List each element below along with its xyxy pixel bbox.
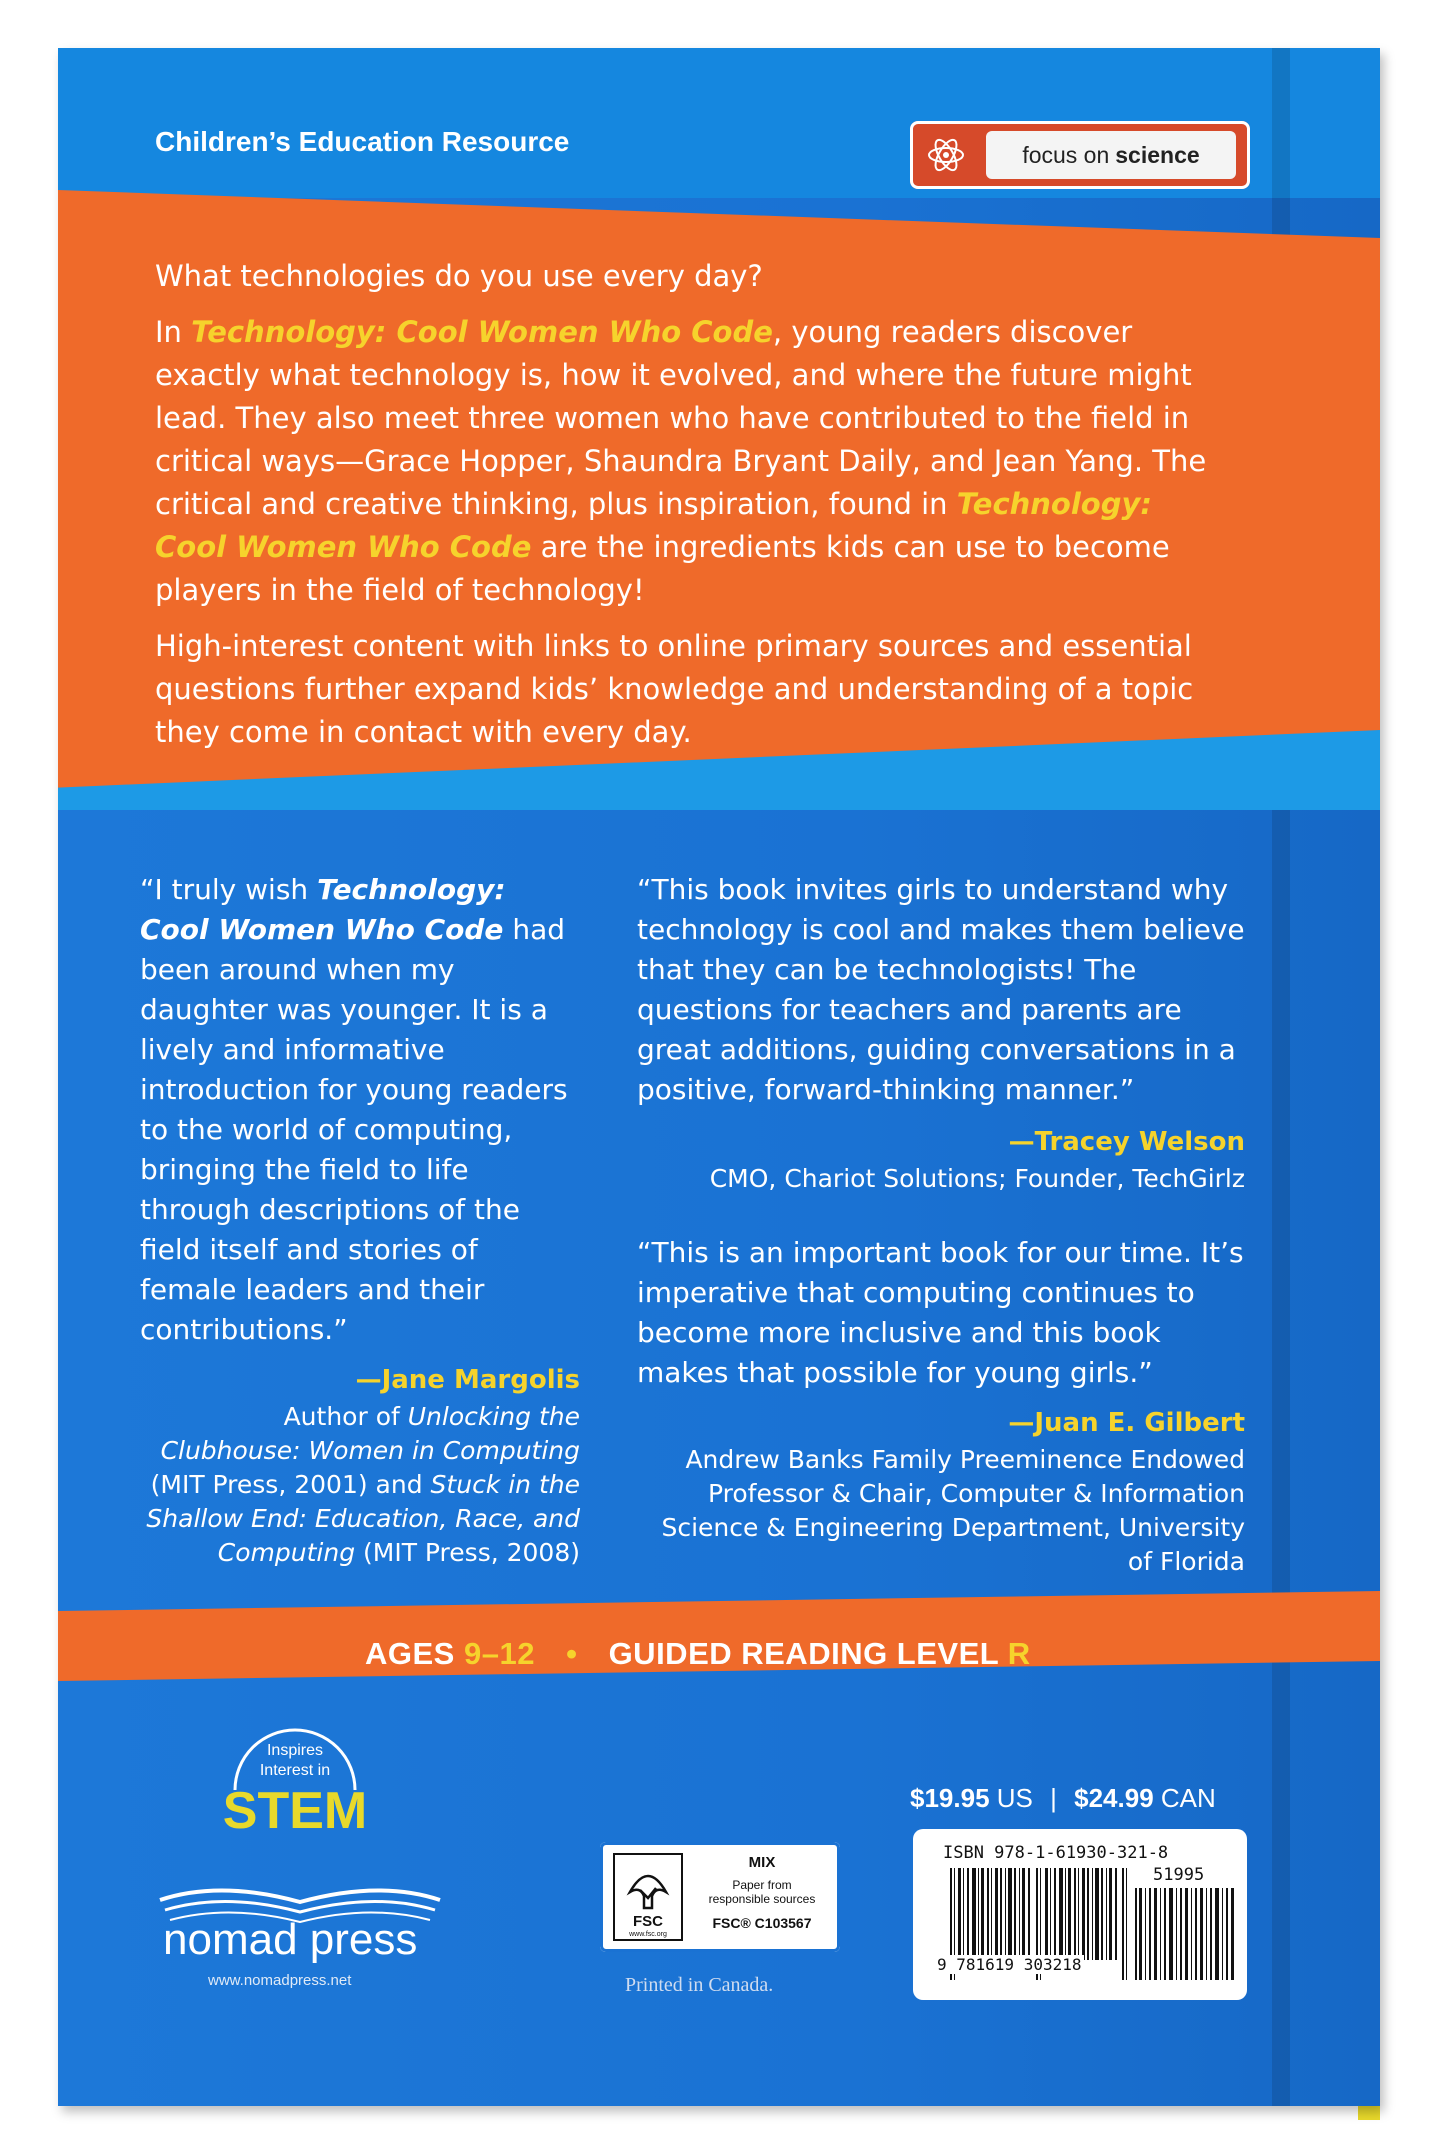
reading-level-bar (365, 1636, 1031, 1672)
fsc-certification (600, 1842, 840, 1952)
fsc-mix: MIX (748, 1854, 776, 1871)
printed-in: Printed in Canada. (625, 1974, 774, 1996)
atom-icon (926, 135, 966, 175)
quote-author: —Jane Margolis (355, 1365, 580, 1395)
price (910, 1783, 1216, 1814)
fsc-label (692, 1856, 832, 1930)
blurb-paragraph-1: In Technology: Cool Women Who Code, young readers discover exactly what technology is, how it evolved, and where the future might lead. They also meet three women who have contributed to the field in critical ways—Grace Hopper, Shaundra Bryant Daily, and Jean Yang. The critical and creative thinking, plus inspiration, found in Technology: Cool Women Who Code are the ingredients kids can use to become players in the field of technology! (155, 315, 1207, 607)
fsc-tree-icon (612, 1852, 684, 1942)
quote-author-detail: Author of Unlocking the Clubhouse: Women in Computing (MIT Press, 2001) and Stuck in the Shallow End: Education, Race, and Computing (MIT Press, 2008) (146, 1402, 580, 1567)
ages-label: AGES (365, 1636, 455, 1671)
isbn-text: ISBN 978-1-61930-321-8 (943, 1843, 1169, 1863)
fsc-code: FSC® C103567 (712, 1915, 812, 1931)
price-can-currency: CAN (1160, 1783, 1216, 1813)
quote-author: —Juan E. Gilbert (1008, 1408, 1245, 1438)
reading-level-label: GUIDED READING LEVEL (608, 1636, 999, 1671)
barcode-number: 9 781619 303218 (937, 1955, 1082, 1974)
badge-prefix: focus on (1022, 141, 1110, 168)
focus-on-science-badge (910, 121, 1250, 189)
price-us-currency: US (996, 1783, 1033, 1813)
stem-word: STEM (222, 1782, 368, 1840)
reading-level-value: R (1007, 1636, 1031, 1671)
quote-author-detail: CMO, Chariot Solutions; Founder, TechGirlz (709, 1164, 1245, 1193)
separator-dot: • (566, 1636, 578, 1671)
blurb-text (155, 255, 1215, 767)
publisher-name: nomad press (163, 1915, 418, 1964)
ages-value: 9–12 (463, 1636, 535, 1671)
publisher-url: www.nomadpress.net (208, 1972, 352, 1989)
stem-line1: Inspires (266, 1742, 324, 1759)
price-can: $24.99 (1074, 1783, 1154, 1813)
blurb-paragraph-2: High-interest content with links to online primary sources and essential questions further expand kids’ knowledge and understanding of a topic they come in contact with every day. (155, 629, 1194, 749)
book-title: Technology: Cool Women Who Code (191, 315, 773, 349)
fsc-line1: Paper from (732, 1878, 792, 1892)
quote-text: “I truly wish Technology: Cool Women Who Code had been around when my daughter was younger. It is a lively and informative introduction for young readers to the world of computing, bringing the field to life through descriptions of the field itself and stories of female leaders and their contributions.” (140, 873, 568, 1346)
badge-label (986, 131, 1236, 179)
fsc-logo-url: www.fsc.org (629, 1931, 667, 1938)
quote-text: “This book invites girls to understand why technology is cool and makes them believe that they can be technologists! The questions for teachers and parents are great additions, guiding conversations in a positive, forward-thinking manner.” (637, 873, 1245, 1106)
series-label: Children’s Education Resource (155, 126, 570, 157)
book-title: Technology: Cool Women Who Code (155, 487, 1152, 564)
stem-badge (215, 1720, 375, 1850)
fsc-line2: responsible sources (708, 1892, 816, 1906)
stem-line2: Interest in (259, 1762, 331, 1779)
price-us: $19.95 (910, 1783, 990, 1813)
badge-strong: science (1115, 141, 1200, 168)
quote-text: “This is an important book for our time. It’s imperative that computing continues to become more inclusive and this book makes that possible for young girls.” (637, 1236, 1244, 1389)
quote-gilbert (637, 1233, 1245, 1579)
price-separator: | (1050, 1783, 1057, 1813)
quote-margolis (140, 870, 580, 1570)
quote-author-detail: Andrew Banks Family Preeminence Endowed Professor & Chair, Computer & Information Science & Engineering Department, University of Florida (661, 1445, 1245, 1576)
quote-author: —Tracey Welson (1008, 1127, 1245, 1157)
barcode-addon: 51995 (1153, 1865, 1205, 1885)
addon-barcode-icon (1135, 1888, 1235, 1980)
blurb-question: What technologies do you use every day? (155, 259, 763, 293)
fsc-logo-text: FSC (633, 1913, 663, 1930)
quote-welson (637, 870, 1245, 1196)
